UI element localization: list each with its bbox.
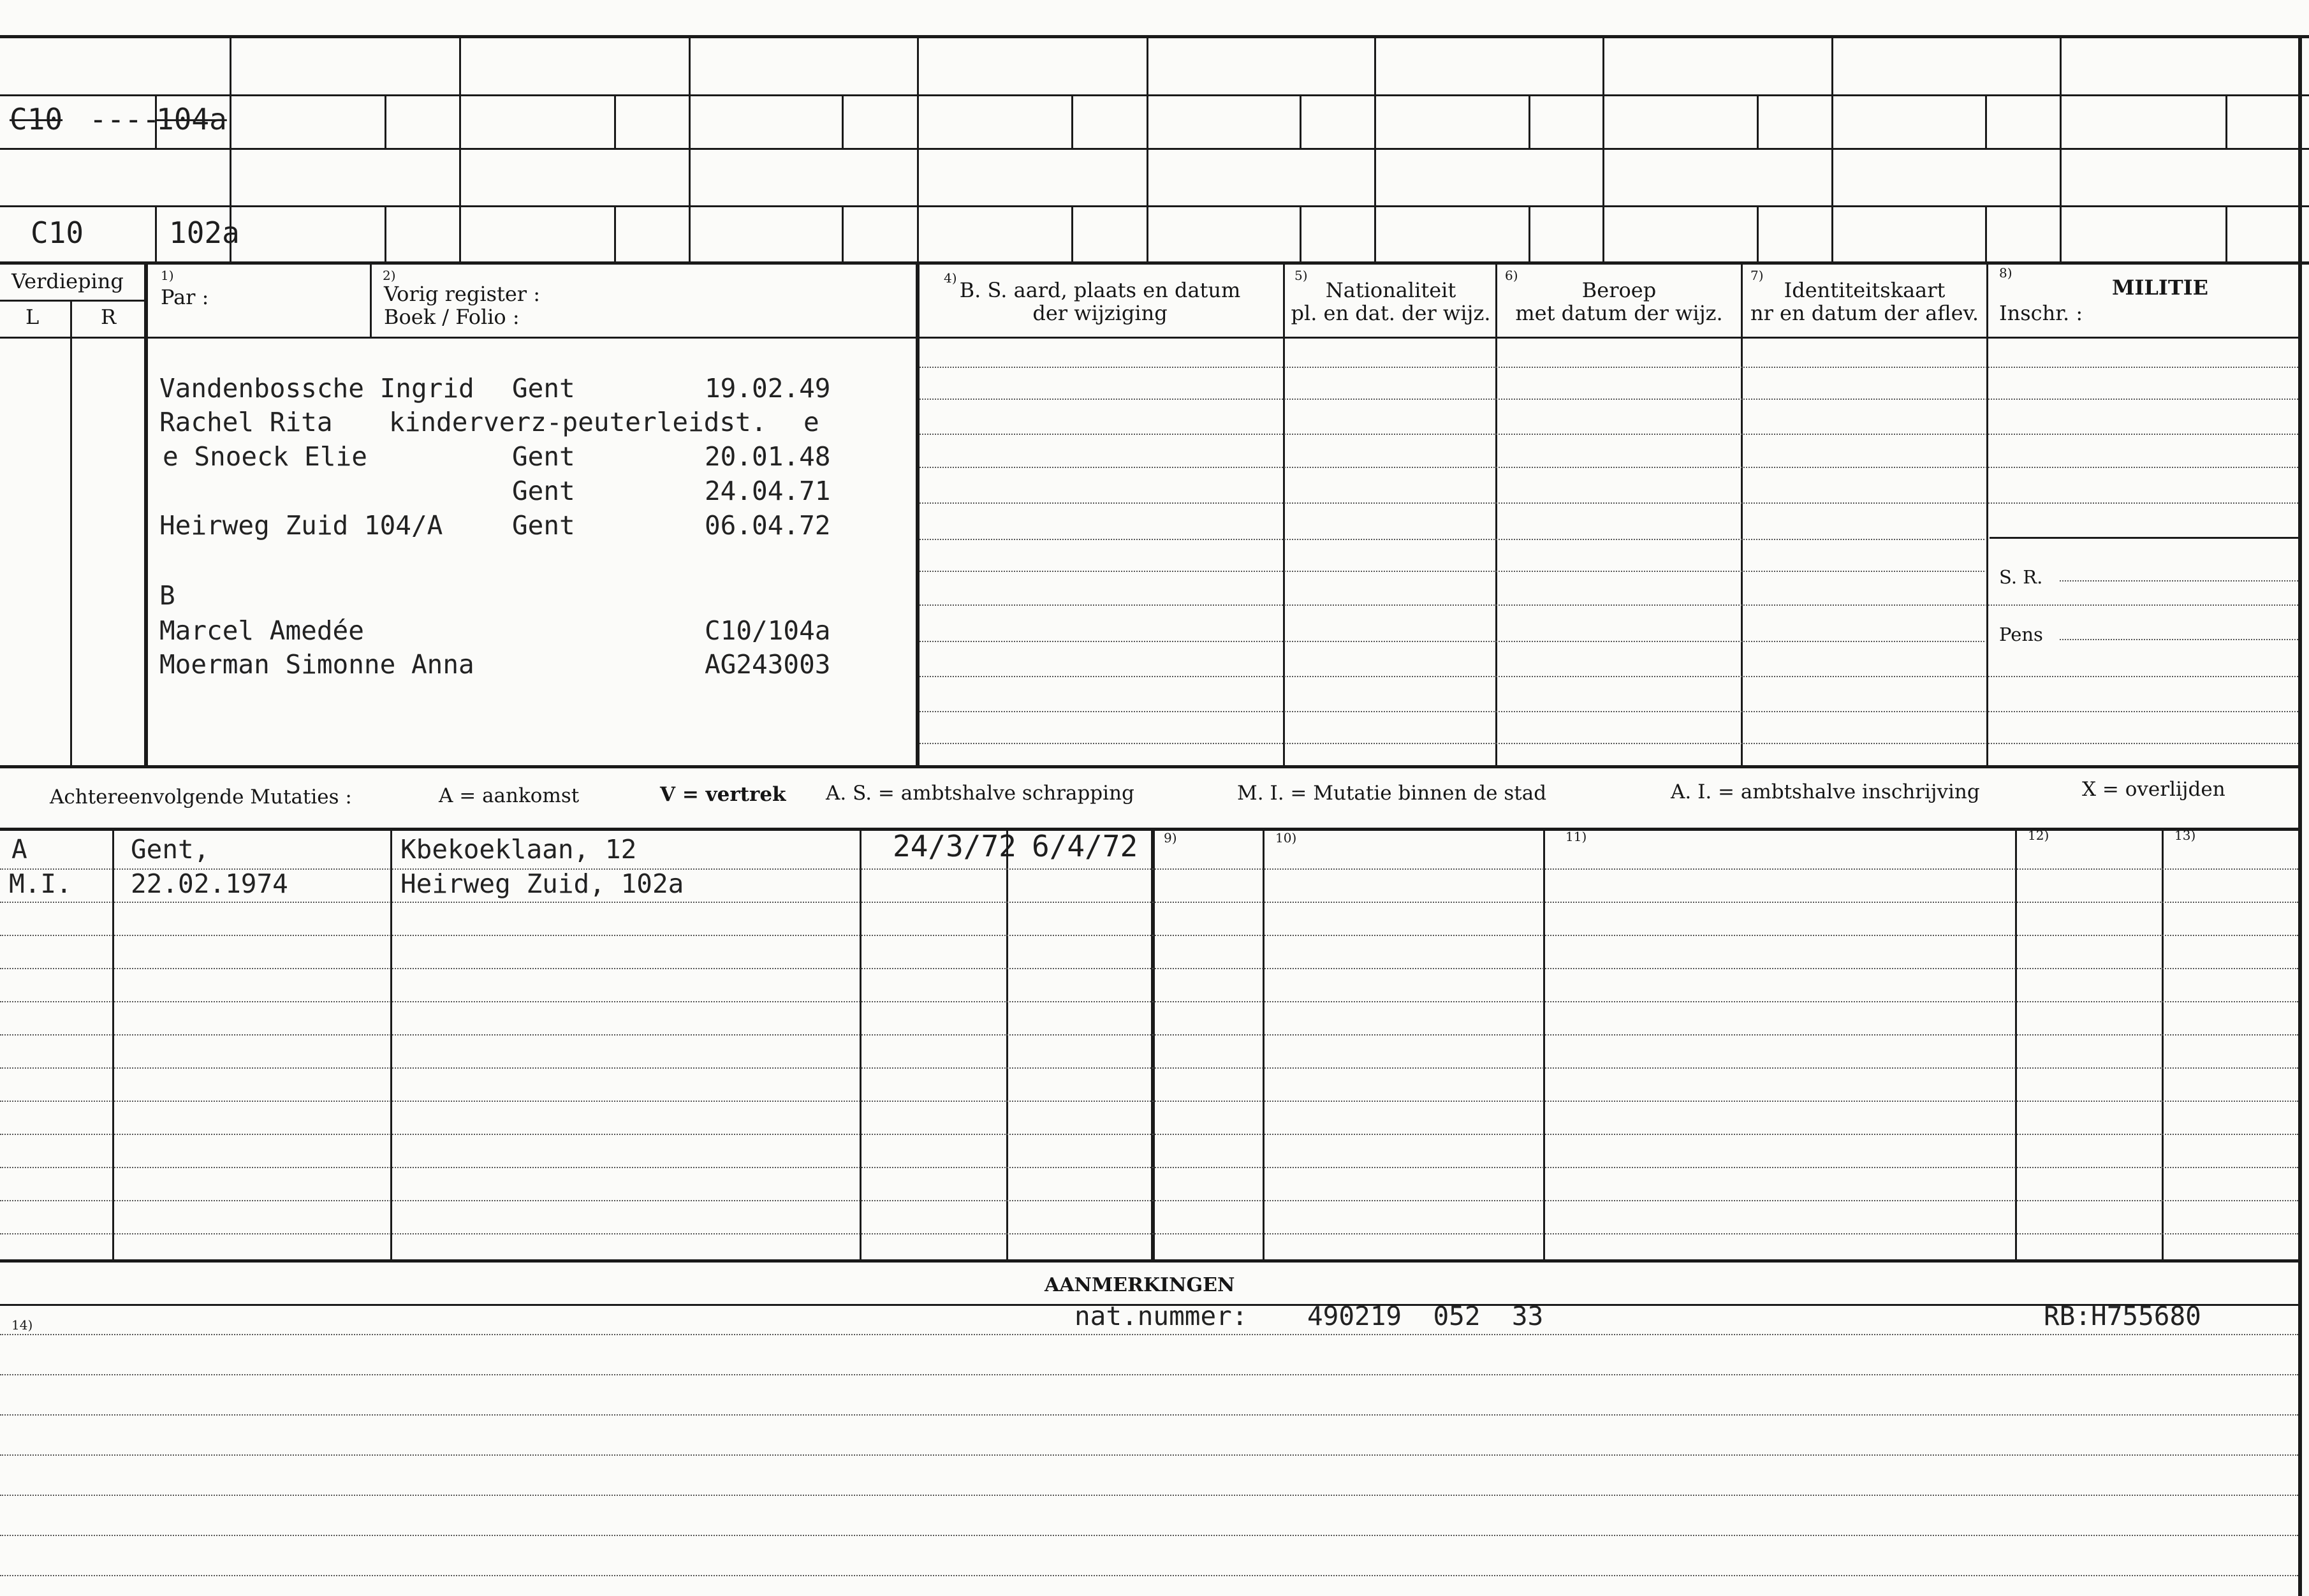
sub-col-line	[614, 205, 616, 261]
person-date: 20.01.48	[705, 441, 831, 472]
mut-col-number: 11)	[1565, 829, 1587, 844]
sr-label: S. R.	[1999, 566, 2043, 588]
header-line	[0, 261, 2309, 265]
sub-col-line	[1071, 205, 1073, 261]
person-reference: C10/104a	[705, 615, 831, 646]
col-line	[1495, 261, 1497, 765]
sub-col-line	[1985, 205, 1987, 261]
mutation-date-registration: 6/4/72	[1032, 829, 1138, 863]
col1-number: 1)	[161, 268, 174, 283]
person-name: Moerman Simonne Anna	[159, 649, 474, 680]
identiteitskaart-label: Identiteitskaart	[1784, 278, 1946, 302]
sub-col-line	[385, 94, 386, 148]
old-number: 104a	[156, 102, 227, 136]
legend-item: V = vertrek	[660, 783, 786, 806]
remarks-title: AANMERKINGEN	[1045, 1274, 1235, 1296]
left-label: L	[26, 305, 40, 329]
col-line	[1741, 261, 1743, 765]
verdieping-line	[0, 300, 147, 302]
mut-col-number: 10)	[1275, 830, 1297, 846]
legend-item: A. S. = ambtshalve schrapping	[826, 782, 1134, 805]
mut-col-line	[1543, 828, 1545, 1259]
person-date: 19.02.49	[705, 373, 831, 404]
mutation-address: Kbekoeklaan, 12	[400, 834, 637, 865]
sub-col-line	[1528, 94, 1530, 148]
boek-folio-label: Boek / Folio :	[384, 305, 520, 329]
mutation-place: Gent,	[131, 834, 210, 865]
mut-col-number: 12)	[2028, 828, 2049, 843]
person-name: Rachel Rita	[159, 407, 333, 437]
header-col-line	[1374, 35, 1376, 261]
remarks-number: 14)	[11, 1317, 33, 1333]
par-label: Par :	[161, 285, 209, 309]
col-line	[916, 261, 920, 765]
legend-item: M. I. = Mutatie binnen de stad	[1237, 782, 1547, 805]
person-reference: AG243003	[705, 649, 831, 680]
col5-number: 5)	[1294, 268, 1308, 283]
sub-col-line	[155, 205, 157, 261]
mut-col-number: 9)	[1164, 830, 1177, 846]
person-name: Marcel Amedée	[159, 615, 364, 646]
col6-number: 6)	[1505, 268, 1518, 283]
rb-number: RB:H755680	[2044, 1301, 2201, 1331]
legend-item: A. I. = ambtshalve inschrijving	[1671, 780, 1980, 803]
col2-number: 2)	[383, 268, 396, 283]
person-address: Heirweg Zuid 104/A	[159, 510, 443, 541]
header-col-line	[2060, 35, 2062, 261]
header-bottom-line	[0, 337, 2298, 339]
person-marker: B	[159, 580, 175, 611]
old-code-separator: ----	[89, 102, 160, 136]
person-place: Gent	[512, 373, 575, 404]
legend-title: Achtereenvolgende Mutaties :	[50, 786, 352, 809]
bs-wijziging-label: der wijziging	[1032, 301, 1168, 325]
sub-col-line	[2225, 94, 2227, 148]
header-col-line	[459, 35, 461, 261]
personal-bottom-line	[0, 765, 2298, 768]
sub-col-line	[842, 94, 844, 148]
beroep-label: Beroep	[1581, 278, 1657, 302]
header-line	[0, 148, 2309, 150]
col-line	[370, 261, 372, 337]
mut-col-line	[112, 828, 114, 1259]
person-date: 06.04.72	[705, 510, 831, 541]
mut-col-line	[390, 828, 392, 1259]
sub-col-line	[1300, 94, 1301, 148]
right-border	[2298, 35, 2302, 1596]
verdieping-label: Verdieping	[11, 269, 124, 293]
militie-label: MILITIE	[2112, 275, 2209, 300]
sub-col-line	[614, 94, 616, 148]
sub-col-line	[1757, 94, 1759, 148]
vorig-register-label: Vorig register :	[384, 282, 541, 306]
lr-divider	[70, 300, 72, 765]
col-line	[1986, 261, 1988, 765]
current-number: 102a	[169, 216, 240, 250]
person-place: Gent	[512, 476, 575, 506]
person-mark: e	[803, 407, 819, 437]
identiteitskaart-sub-label: nr en datum der aflev.	[1750, 301, 1979, 325]
person-date: 24.04.71	[705, 476, 831, 506]
mutation-address: Heirweg Zuid, 102a	[400, 868, 684, 899]
mut-col-line	[1151, 828, 1155, 1259]
nationaliteit-sub-label: pl. en dat. der wijz.	[1291, 301, 1491, 325]
header-col-line	[1831, 35, 1833, 261]
sub-col-line	[1528, 205, 1530, 261]
col8-number: 8)	[1999, 265, 2012, 281]
header-col-line	[689, 35, 691, 261]
mut-col-line	[1006, 828, 1008, 1259]
header-col-line	[1602, 35, 1604, 261]
top-border	[0, 35, 2309, 38]
header-col-line	[917, 35, 919, 261]
person-name: Vandenbossche Ingrid	[159, 373, 474, 404]
header-line	[0, 205, 2309, 207]
mut-col-line	[2015, 828, 2017, 1259]
nat-number-label: nat.nummer:	[1074, 1301, 1248, 1331]
sub-col-line	[1071, 94, 1073, 148]
mut-col-number: 13)	[2174, 828, 2196, 843]
militie-divider	[1990, 537, 2298, 539]
verdieping-right	[144, 261, 148, 765]
legend-item: X = overlijden	[2082, 778, 2225, 801]
nat-number-value: 490219 052 33	[1307, 1301, 1544, 1331]
right-label: R	[101, 305, 117, 329]
mutation-date: 22.02.1974	[131, 868, 288, 899]
sub-col-line	[842, 205, 844, 261]
mut-col-line	[2162, 828, 2164, 1259]
person-profession: kinderverz-peuterleidst.	[389, 407, 767, 437]
col-line	[1283, 261, 1285, 765]
col7-number: 7)	[1750, 268, 1764, 283]
sub-col-line	[1300, 205, 1301, 261]
mut-col-line	[860, 828, 861, 1259]
sub-col-line	[1757, 205, 1759, 261]
mutation-type: M.I.	[9, 868, 72, 899]
mut-col-line	[1263, 828, 1264, 1259]
pens-label: Pens	[1999, 624, 2043, 645]
sub-col-line	[1985, 94, 1987, 148]
mutation-type: A	[11, 834, 27, 865]
bs-aard-label: B. S. aard, plaats en datum	[959, 278, 1241, 302]
header-col-line	[1147, 35, 1148, 261]
nationaliteit-label: Nationaliteit	[1325, 278, 1456, 302]
sub-col-line	[2225, 205, 2227, 261]
mutation-date-arrival: 24/3/72	[893, 829, 1016, 863]
person-place: Gent	[512, 441, 575, 472]
current-code: C10	[31, 216, 84, 250]
person-place: Gent	[512, 510, 575, 541]
person-name: e Snoeck Elie	[163, 441, 367, 472]
mutations-top-line	[0, 828, 2298, 831]
sub-col-line	[385, 205, 386, 261]
header-line	[0, 94, 2309, 96]
old-code: C10	[10, 102, 63, 136]
beroep-sub-label: met datum der wijz.	[1515, 301, 1723, 325]
legend-item: A = aankomst	[439, 784, 580, 807]
mutations-bottom-line	[0, 1259, 2298, 1263]
inschr-label: Inschr. :	[1999, 301, 2083, 325]
col4-number: 4)	[944, 270, 957, 286]
